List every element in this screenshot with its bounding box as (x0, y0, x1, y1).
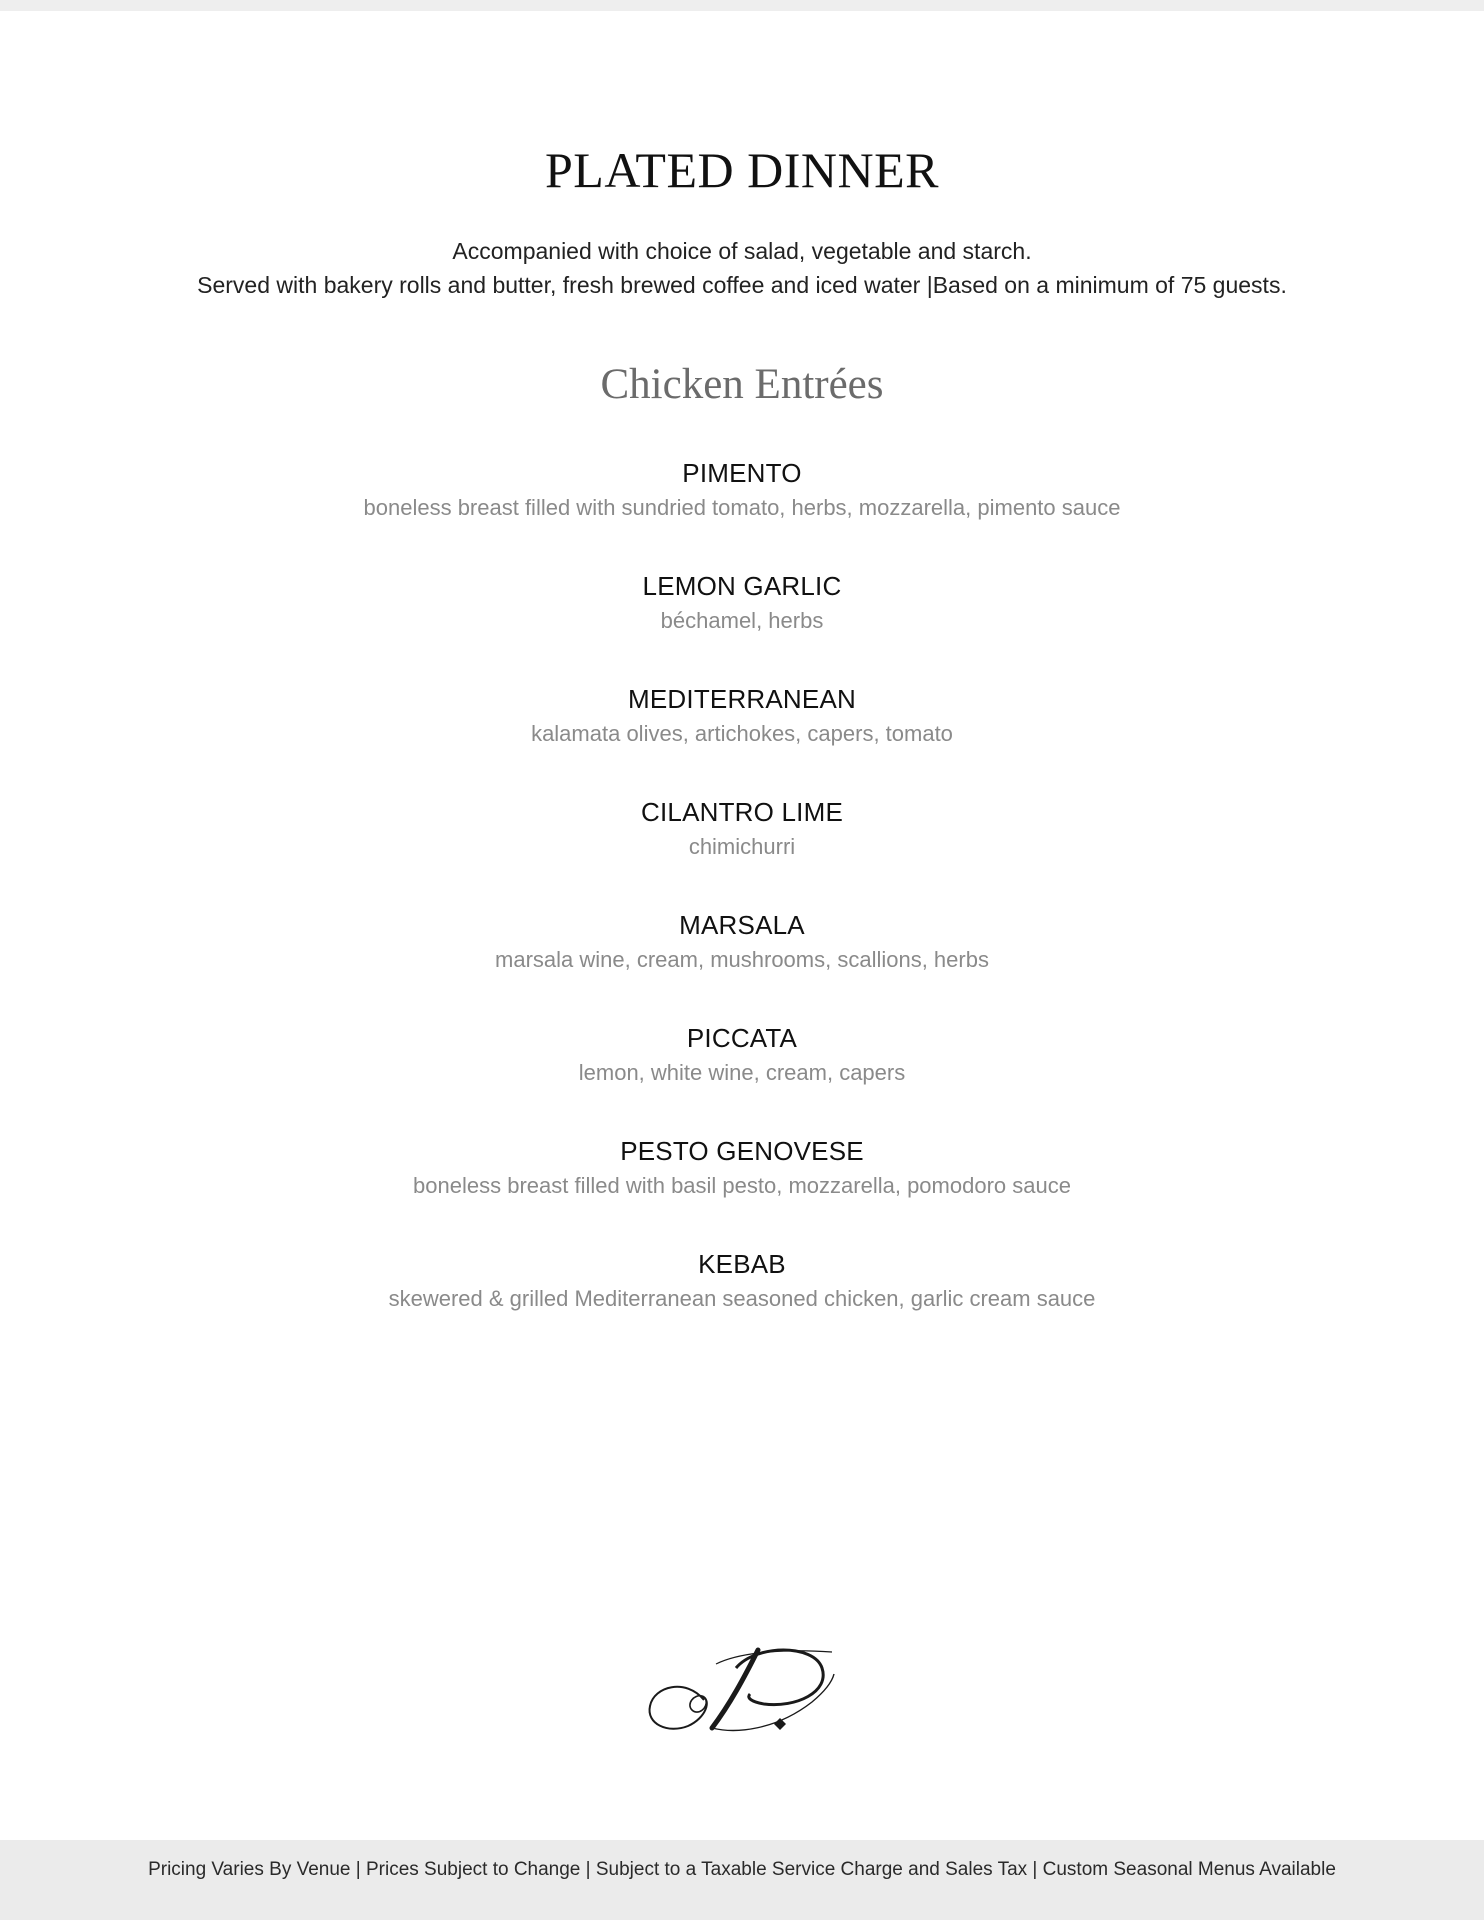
menu-item (0, 1019, 1484, 1132)
menu-item-description: boneless breast filled with sundried tomato, herbs, mozzarella, pimento sauce (363, 495, 1121, 520)
intro-text (0, 234, 1484, 302)
intro-line-1: Accompanied with choice of salad, vegetable and starch. (452, 238, 1032, 264)
menu-item-description: boneless breast filled with basil pesto, mozzarella, pomodoro sauce (413, 1173, 1071, 1198)
top-strip (0, 0, 1484, 11)
menu-item (0, 793, 1484, 906)
menu-item-description: marsala wine, cream, mushrooms, scallions, herbs (495, 947, 989, 972)
menu-item (0, 1132, 1484, 1245)
menu-list (0, 454, 1484, 1358)
script-p-monogram-icon (646, 1638, 836, 1738)
menu-item-name: LEMON GARLIC (642, 571, 842, 601)
footer (0, 1840, 1484, 1920)
menu-item-description: béchamel, herbs (660, 608, 824, 633)
menu-item-name: KEBAB (698, 1249, 786, 1279)
menu-item-name: MEDITERRANEAN (628, 684, 856, 714)
menu-item-description: skewered & grilled Mediterranean seasoned chicken, garlic cream sauce (388, 1286, 1096, 1311)
menu-item-name: CILANTRO LIME (641, 797, 843, 827)
menu-item-name: MARSALA (679, 910, 805, 940)
menu-item-description: chimichurri (688, 834, 796, 859)
section-title: Chicken Entrées (600, 361, 884, 408)
intro-line-2: Served with bakery rolls and butter, fresh brewed coffee and iced water |Based on a minimum of 75 guests. (197, 272, 1287, 298)
menu-item-name: PIMENTO (682, 458, 802, 488)
menu-item-name: PESTO GENOVESE (620, 1136, 864, 1166)
menu-item-name: PICCATA (686, 1023, 798, 1053)
menu-item (0, 680, 1484, 793)
menu-item (0, 454, 1484, 567)
menu-item (0, 567, 1484, 680)
menu-item (0, 906, 1484, 1019)
menu-item-description: lemon, white wine, cream, capers (578, 1060, 906, 1085)
menu-item-description: kalamata olives, artichokes, capers, tomato (531, 721, 953, 746)
menu-item (0, 1245, 1484, 1358)
page-title: PLATED DINNER (545, 142, 939, 198)
footer-text: Pricing Varies By Venue | Prices Subject to Change | Subject to a Taxable Service Charge and Sales Tax | Custom Seasonal Menus Available (148, 1859, 1336, 1880)
